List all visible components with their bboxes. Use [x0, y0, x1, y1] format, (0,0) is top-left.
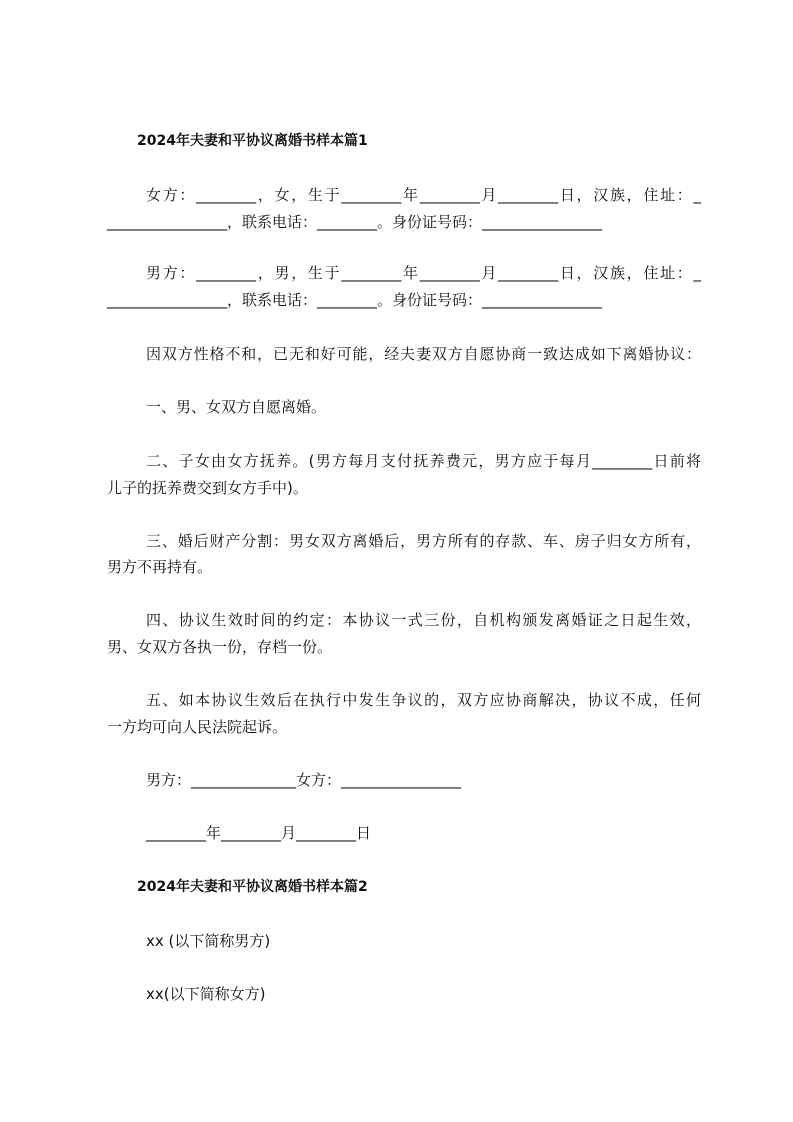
clause-2-line-1: 二、子女由女方抚养。(男方每月支付抚养费元，男方应于每月________日前将	[146, 452, 701, 470]
section-2-heading: 2024年夫妻和平协议离婚书样本篇2	[137, 879, 368, 895]
clause-4-line-1: 四、协议生效时间的约定：本协议一式三份，自机构颁发离婚证之日起生效，	[146, 611, 701, 629]
female-party-line-2: ________________，联系电话：________。身份证号码：________________	[107, 213, 603, 231]
clause-2-line-2: 儿子的抚养费交到女方手中)。	[107, 479, 308, 497]
female-party-label: xx(以下简称女方)	[146, 985, 266, 1003]
clause-3-line-2: 男方不再持有。	[107, 558, 213, 576]
female-party-line-1: 女方：________，女，生于________年________月________日，汉族，住址：_	[146, 186, 701, 204]
signature-line: 男方：______________女方：________________	[146, 771, 462, 789]
section-1-heading: 2024年夫妻和平协议离婚书样本篇1	[137, 133, 368, 149]
date-line: ________年________月________日	[146, 824, 372, 842]
clause-3-line-1: 三、婚后财产分割：男女双方离婚后，男方所有的存款、车、房子归女方所有，	[146, 532, 701, 550]
male-party-line-1: 男方：________，男，生于________年________月________日，汉族，住址：_	[146, 264, 701, 282]
clause-4-line-2: 男、女双方各执一份，存档一份。	[107, 638, 333, 656]
clause-5-line-2: 一方均可向人民法院起诉。	[107, 718, 288, 736]
agreement-intro: 因双方性格不和，已无和好可能，经夫妻双方自愿协商一致达成如下离婚协议：	[146, 345, 701, 363]
clause-5-line-1: 五、如本协议生效后在执行中发生争议的，双方应协商解决，协议不成，任何	[146, 691, 701, 709]
clause-1: 一、男、女双方自愿离婚。	[146, 398, 327, 416]
male-party-line-2: ________________，联系电话：________。身份证号码：________________	[107, 291, 603, 309]
male-party-label: xx (以下简称男方)	[146, 932, 271, 950]
